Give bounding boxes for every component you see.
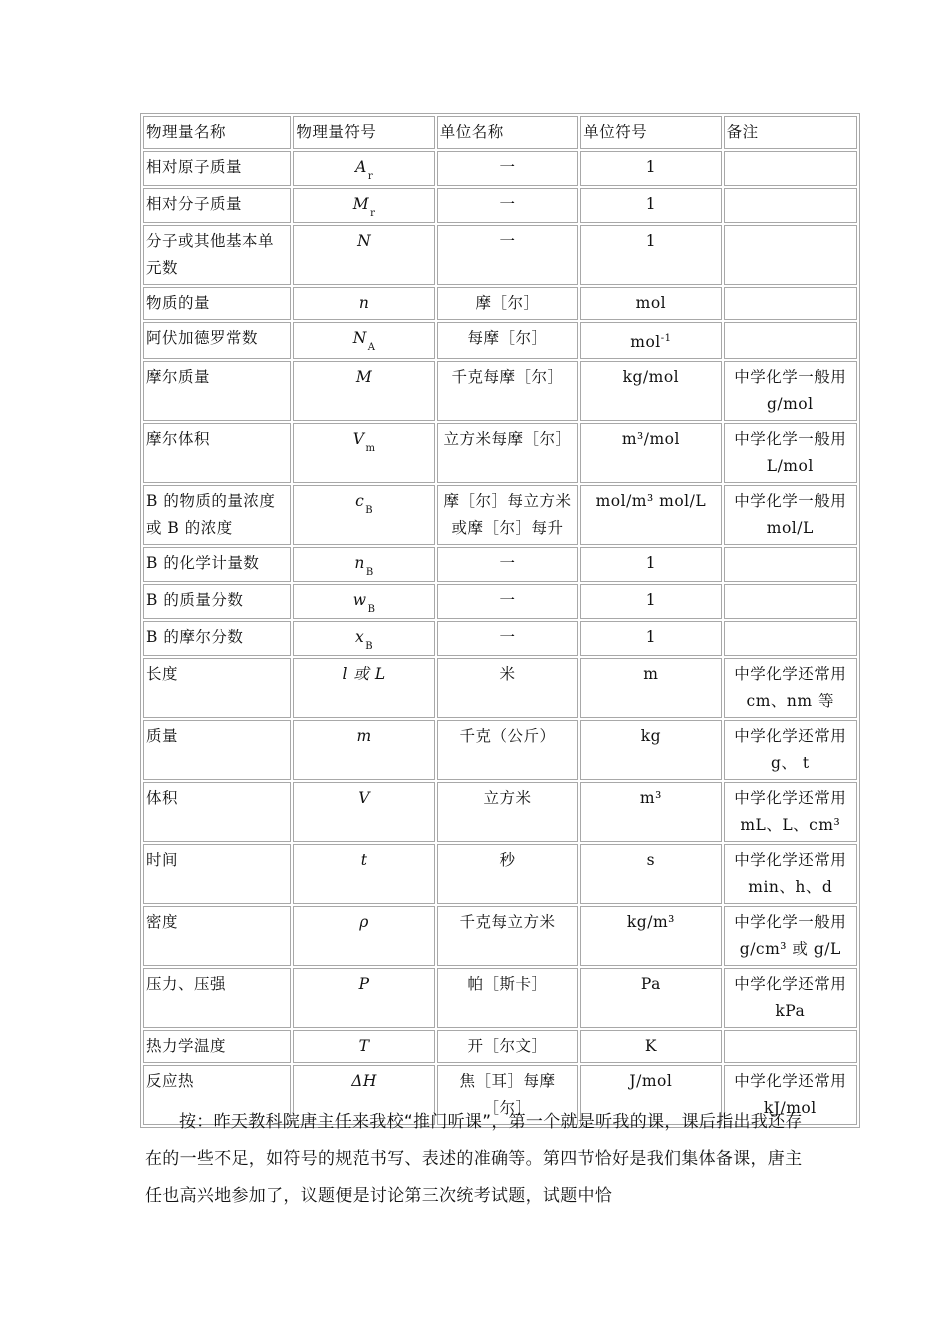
cell-unit-name: 每摩［尔］ [437,322,578,359]
cell-quantity-symbol [293,225,434,285]
cell-note [724,584,857,619]
cell-unit-symbol [580,720,721,780]
unit-symbol-text: mol [630,333,661,352]
unit-symbol-text: kg/m³ [626,913,675,932]
cell-unit-name: 一 [437,151,578,186]
unit-symbol-text: m [643,665,659,684]
symbol-base: c [355,492,365,511]
cell-quantity-symbol [293,968,434,1028]
cell-unit-name: 千克每立方米 [437,906,578,966]
cell-unit-symbol [580,188,721,223]
symbol-base: t [360,851,368,870]
cell-unit-name: 一 [437,188,578,223]
cell-note [724,1030,857,1063]
table-row [143,287,857,320]
table-row [143,423,857,483]
cell-unit-name: 帕［斯卡］ [437,968,578,1028]
cell-note [724,225,857,285]
cell-quantity-symbol [293,547,434,582]
cell-quantity-symbol [293,1030,434,1063]
cell-note: 中学化学一般用mol/L [724,485,857,545]
cell-quantity-name: 密度 [143,906,291,966]
cell-quantity-name: 压力、压强 [143,968,291,1028]
cell-quantity-name: 时间 [143,844,291,904]
cell-unit-name: 焦［耳］每摩［尔］ [437,1065,578,1125]
cell-unit-name: 千克（公斤） [437,720,578,780]
body-paragraph: 按：昨天教科院唐主任来我校“推门听课”，第一个就是听我的课，课后指出我还存在的一些不足，如符号的规范书写、表述的准确等。第四节恰好是我们集体备课，唐主任也高兴地参加了，议题便是讨论第三次统考试题，试题中恰 [145,1112,803,1206]
table-row [143,188,857,223]
table-row [143,968,857,1028]
symbol-subscript: r [367,171,374,182]
table-row [143,720,857,780]
unit-symbol-text: kg/mol [622,368,680,387]
cell-note: 中学化学还常用cm、nm 等 [724,658,857,718]
cell-unit-name: 摩［尔］ [437,287,578,320]
unit-symbol-text: 1 [645,554,657,573]
symbol-base: l 或 L [342,665,386,684]
cell-unit-name: 开［尔文］ [437,1030,578,1063]
symbol-base: ρ [359,913,369,932]
cell-quantity-symbol [293,844,434,904]
cell-quantity-symbol [293,188,434,223]
cell-note: 中学化学还常用kPa [724,968,857,1028]
unit-symbol-text: mol/m³ mol/L [595,492,707,511]
symbol-base: w [352,591,367,610]
cell-unit-name: 摩［尔］每立方米或摩［尔］每升 [437,485,578,545]
cell-unit-name: 立方米每摩［尔］ [437,423,578,483]
cell-unit-symbol [580,621,721,656]
table-row [143,485,857,545]
unit-symbol-text: mol [635,294,667,312]
cell-quantity-name: 热力学温度 [143,1030,291,1063]
header-cell-note: 备注 [724,116,857,149]
cell-unit-name: 立方米 [437,782,578,842]
unit-symbol-text: 1 [645,232,657,250]
cell-unit-name: 一 [437,584,578,619]
cell-quantity-symbol [293,287,434,320]
symbol-base: P [358,975,370,994]
table-row [143,322,857,359]
cell-quantity-name: 体积 [143,782,291,842]
symbol-base: m [356,727,372,746]
table-row [143,547,857,582]
cell-unit-symbol [580,968,721,1028]
cell-note: 中学化学一般用g/mol [724,361,857,421]
symbol-base: V [352,430,365,449]
cell-unit-name: 千克每摩［尔］ [437,361,578,421]
cell-unit-symbol [580,423,721,483]
symbol-subscript: B [365,641,374,653]
cell-unit-name: 一 [437,225,578,285]
symbol-base: n [354,554,365,573]
cell-quantity-name: 相对原子质量 [143,151,291,186]
cell-unit-symbol [580,782,721,842]
unit-symbol-text: 1 [645,628,657,647]
symbol-base: M [352,195,370,213]
cell-quantity-name: 相对分子质量 [143,188,291,223]
symbol-base: N [352,329,367,347]
cell-note: 中学化学还常用g、 t [724,720,857,780]
unit-symbol-text: K [644,1037,657,1056]
cell-unit-symbol [580,844,721,904]
cell-quantity-symbol [293,584,434,619]
unit-symbol-text: 1 [645,195,657,213]
symbol-subscript: B [367,604,376,616]
cell-quantity-symbol [293,361,434,421]
cell-quantity-name: B 的质量分数 [143,584,291,619]
cell-quantity-name: 长度 [143,658,291,718]
cell-unit-symbol [580,287,721,320]
unit-symbol-text: 1 [645,158,657,176]
cell-unit-name: 米 [437,658,578,718]
symbol-base: N [357,232,372,250]
cell-quantity-name: 反应热 [143,1065,291,1125]
table-row [143,844,857,904]
unit-symbol-text: 1 [645,591,657,610]
unit-symbol-text: J/mol [629,1072,673,1091]
cell-note [724,151,857,186]
cell-note [724,621,857,656]
cell-unit-symbol [580,361,721,421]
symbol-base: V [358,789,370,808]
symbol-subscript: m [365,443,376,455]
cell-quantity-name: 阿伏加德罗常数 [143,322,291,359]
cell-quantity-symbol [293,621,434,656]
cell-quantity-name: B 的摩尔分数 [143,621,291,656]
symbol-subscript: B [365,505,374,517]
cell-quantity-name: 质量 [143,720,291,780]
table-row [143,151,857,186]
header-cell-symbol: 物理量符号 [293,116,434,149]
cell-quantity-name: 物质的量 [143,287,291,320]
header-cell-name: 物理量名称 [143,116,291,149]
cell-quantity-name: 摩尔体积 [143,423,291,483]
table-row [143,782,857,842]
cell-quantity-symbol [293,322,434,359]
cell-unit-symbol [580,151,721,186]
unit-symbol-text: m³ [639,789,662,808]
cell-unit-symbol [580,485,721,545]
cell-quantity-name: 摩尔质量 [143,361,291,421]
cell-note: 中学化学还常用kJ/mol [724,1065,857,1125]
cell-note: 中学化学一般用L/mol [724,423,857,483]
cell-quantity-symbol [293,720,434,780]
table-row [143,225,857,285]
cell-unit-name: 一 [437,547,578,582]
table-row [143,621,857,656]
symbol-base: T [358,1037,370,1056]
cell-unit-name: 一 [437,621,578,656]
header-cell-unit-name: 单位名称 [437,116,578,149]
table-row [143,658,857,718]
table-header-row [143,116,857,149]
cell-note [724,287,857,320]
header-cell-unit-symbol: 单位符号 [580,116,721,149]
cell-quantity-symbol [293,151,434,186]
table-row [143,584,857,619]
table-row [143,906,857,966]
unit-symbol-text: kg [640,727,662,746]
symbol-subscript: r [370,208,376,219]
cell-unit-symbol [580,547,721,582]
symbol-base: M [355,368,373,387]
cell-unit-symbol [580,906,721,966]
table-row [143,361,857,421]
cell-quantity-symbol [293,658,434,718]
cell-unit-symbol [580,322,721,359]
unit-symbol-text: m³/mol [621,430,680,449]
unit-symbol-text: s [646,851,656,870]
unit-symbol-text: Pa [640,975,661,994]
cell-quantity-symbol [293,423,434,483]
cell-unit-symbol [580,225,721,285]
cell-unit-symbol [580,584,721,619]
cell-note [724,188,857,223]
cell-quantity-name: B 的化学计量数 [143,547,291,582]
symbol-base: n [358,294,370,312]
symbol-subscript: B [365,567,374,579]
cell-note: 中学化学还常用min、h、d [724,844,857,904]
symbol-base: x [355,628,365,647]
symbol-base: ΔH [351,1072,377,1091]
cell-quantity-symbol [293,782,434,842]
cell-note [724,547,857,582]
unit-symbol-superscript: -1 [660,333,672,344]
cell-note: 中学化学一般用g/cm³ 或 g/L [724,906,857,966]
cell-note: 中学化学还常用mL、L、cm³ [724,782,857,842]
cell-unit-symbol [580,1030,721,1063]
cell-quantity-name: 分子或其他基本单元数 [143,225,291,285]
table-row [143,1030,857,1063]
cell-note [724,322,857,359]
cell-quantity-symbol [293,485,434,545]
cell-quantity-symbol [293,906,434,966]
cell-quantity-name: B 的物质的量浓度或 B 的浓度 [143,485,291,545]
physical-quantities-table [140,113,860,1128]
symbol-base: A [355,158,367,176]
cell-unit-name: 秒 [437,844,578,904]
symbol-subscript: A [367,342,376,353]
cell-unit-symbol [580,658,721,718]
